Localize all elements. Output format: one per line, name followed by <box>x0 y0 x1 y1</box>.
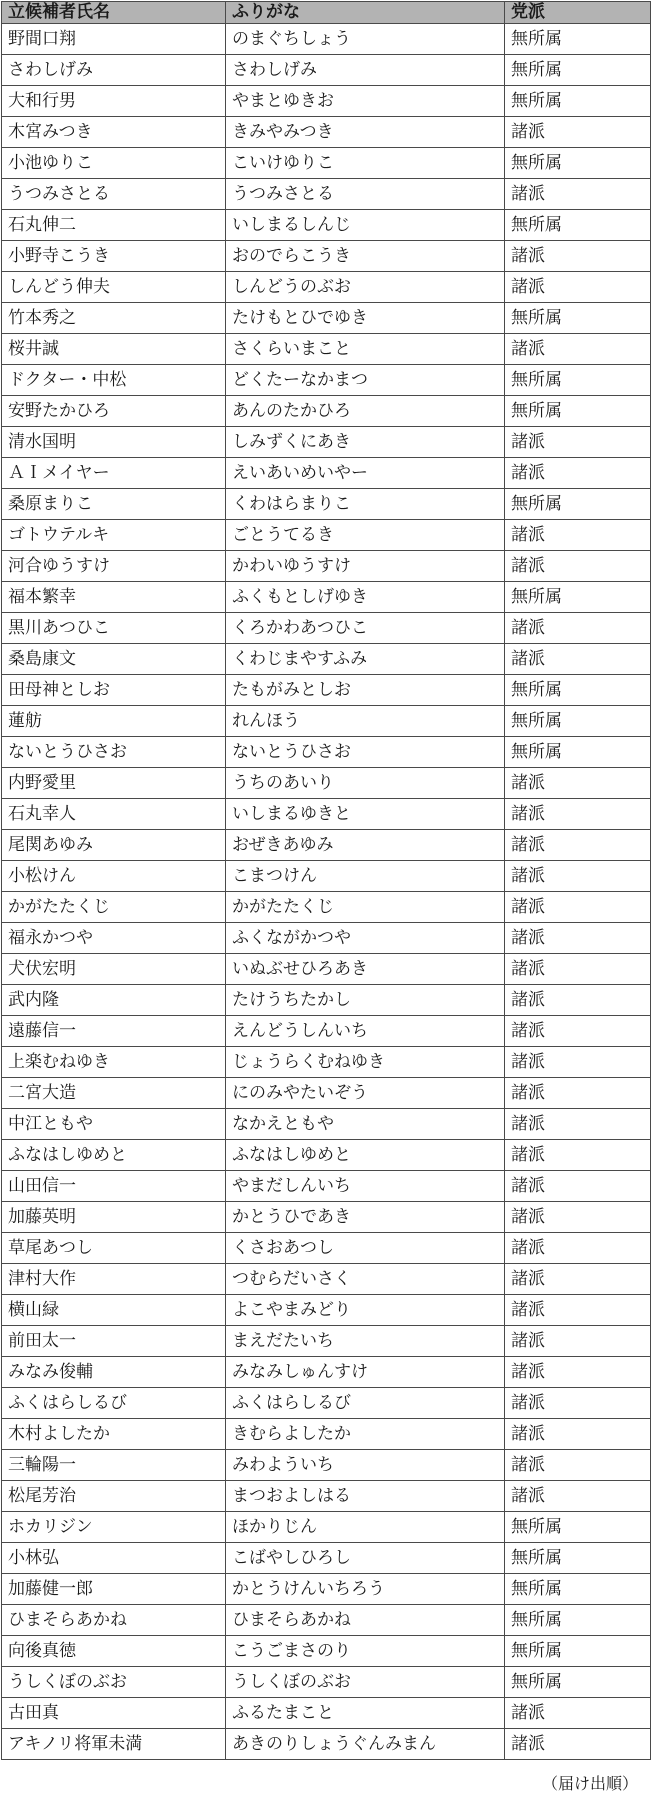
furigana-cell: あきのりしょうぐんみまん <box>226 1729 505 1760</box>
table-row <box>2 1698 651 1729</box>
candidate-name-cell: ふくはらしるび <box>2 1388 226 1419</box>
table-row <box>2 644 651 675</box>
party-cell: 無所属 <box>505 55 651 86</box>
table-row <box>2 272 651 303</box>
table-row <box>2 1016 651 1047</box>
party-cell: 無所属 <box>505 1667 651 1698</box>
furigana-cell: かとうけんいちろう <box>226 1574 505 1605</box>
party-cell: 無所属 <box>505 1605 651 1636</box>
party-cell: 諸派 <box>505 1047 651 1078</box>
party-cell: 諸派 <box>505 1481 651 1512</box>
furigana-cell: おぜきあゆみ <box>226 830 505 861</box>
table-row <box>2 1574 651 1605</box>
table-row <box>2 985 651 1016</box>
party-cell: 諸派 <box>505 117 651 148</box>
table-row <box>2 1047 651 1078</box>
candidate-table <box>1 1 651 1760</box>
table-row <box>2 210 651 241</box>
candidate-name-cell: 野間口翔 <box>2 24 226 55</box>
furigana-cell: くわはらまりこ <box>226 489 505 520</box>
table-row <box>2 1388 651 1419</box>
table-row <box>2 861 651 892</box>
table-row <box>2 148 651 179</box>
table-row <box>2 737 651 768</box>
party-cell: 無所属 <box>505 489 651 520</box>
candidate-name-cell: 犬伏宏明 <box>2 954 226 985</box>
table-row <box>2 954 651 985</box>
candidate-name-cell: 松尾芳治 <box>2 1481 226 1512</box>
candidate-name-cell: 石丸幸人 <box>2 799 226 830</box>
furigana-cell: どくたーなかまつ <box>226 365 505 396</box>
table-row <box>2 427 651 458</box>
party-cell: 諸派 <box>505 520 651 551</box>
furigana-cell: くわじまやすふみ <box>226 644 505 675</box>
party-cell: 諸派 <box>505 427 651 458</box>
table-row <box>2 241 651 272</box>
furigana-cell: ひまそらあかね <box>226 1605 505 1636</box>
table-row <box>2 1512 651 1543</box>
party-cell: 諸派 <box>505 1326 651 1357</box>
candidate-name-cell: うつみさとる <box>2 179 226 210</box>
party-cell: 諸派 <box>505 179 651 210</box>
table-row <box>2 458 651 489</box>
candidate-name-cell: 蓮舫 <box>2 706 226 737</box>
furigana-cell: うつみさとる <box>226 179 505 210</box>
candidate-name-cell: 草尾あつし <box>2 1233 226 1264</box>
party-cell: 諸派 <box>505 1388 651 1419</box>
party-cell: 諸派 <box>505 954 651 985</box>
party-cell: 諸派 <box>505 1171 651 1202</box>
table-row <box>2 1481 651 1512</box>
party-cell: 諸派 <box>505 613 651 644</box>
furigana-cell: まえだたいち <box>226 1326 505 1357</box>
candidate-name-cell: 山田信一 <box>2 1171 226 1202</box>
furigana-cell: しんどうのぶお <box>226 272 505 303</box>
furigana-cell: かとうひであき <box>226 1202 505 1233</box>
party-cell: 無所属 <box>505 24 651 55</box>
party-cell: 諸派 <box>505 1264 651 1295</box>
candidate-name-cell: 内野愛里 <box>2 768 226 799</box>
party-cell: 諸派 <box>505 1016 651 1047</box>
candidate-name-cell: 加藤健一郎 <box>2 1574 226 1605</box>
candidate-name-cell: 大和行男 <box>2 86 226 117</box>
candidate-name-cell: うしくぼのぶお <box>2 1667 226 1698</box>
candidate-name-cell: 竹本秀之 <box>2 303 226 334</box>
furigana-cell: ふなはしゆめと <box>226 1140 505 1171</box>
party-cell: 諸派 <box>505 1078 651 1109</box>
footnote: （届け出順） <box>541 1774 638 1793</box>
party-cell: 諸派 <box>505 768 651 799</box>
furigana-cell: こいけゆりこ <box>226 148 505 179</box>
furigana-cell: ふくながかつや <box>226 923 505 954</box>
furigana-cell: いぬぶせひろあき <box>226 954 505 985</box>
furigana-cell: れんほう <box>226 706 505 737</box>
table-row <box>2 1233 651 1264</box>
furigana-cell: かがたたくじ <box>226 892 505 923</box>
table-row <box>2 55 651 86</box>
table-row <box>2 86 651 117</box>
party-cell: 無所属 <box>505 86 651 117</box>
candidate-name-cell: 古田真 <box>2 1698 226 1729</box>
furigana-cell: えいあいめいやー <box>226 458 505 489</box>
furigana-cell: あんのたかひろ <box>226 396 505 427</box>
candidate-name-cell: ホカリジン <box>2 1512 226 1543</box>
candidate-name-cell: 横山緑 <box>2 1295 226 1326</box>
party-cell: 諸派 <box>505 830 651 861</box>
furigana-cell: ないとうひさお <box>226 737 505 768</box>
candidate-name-cell: 三輪陽一 <box>2 1450 226 1481</box>
table-row <box>2 179 651 210</box>
party-cell: 諸派 <box>505 861 651 892</box>
party-cell: 無所属 <box>505 675 651 706</box>
candidate-name-cell: 向後真徳 <box>2 1636 226 1667</box>
furigana-cell: じょうらくむねゆき <box>226 1047 505 1078</box>
candidate-name-cell: 武内隆 <box>2 985 226 1016</box>
party-cell: 諸派 <box>505 644 651 675</box>
furigana-cell: ふくはらしるび <box>226 1388 505 1419</box>
party-cell: 諸派 <box>505 1233 651 1264</box>
table-row <box>2 1667 651 1698</box>
table-row <box>2 396 651 427</box>
candidate-name-cell: 福本繁幸 <box>2 582 226 613</box>
furigana-cell: ふるたまこと <box>226 1698 505 1729</box>
candidate-name-cell: 小池ゆりこ <box>2 148 226 179</box>
candidate-name-cell: 前田太一 <box>2 1326 226 1357</box>
header-furigana: ふりがな <box>226 2 505 24</box>
candidate-name-cell: 安野たかひろ <box>2 396 226 427</box>
furigana-cell: さわしげみ <box>226 55 505 86</box>
furigana-cell: にのみやたいぞう <box>226 1078 505 1109</box>
candidate-name-cell: 中江ともや <box>2 1109 226 1140</box>
party-cell: 諸派 <box>505 551 651 582</box>
furigana-cell: えんどうしんいち <box>226 1016 505 1047</box>
table-row <box>2 799 651 830</box>
header-row <box>2 2 651 24</box>
furigana-cell: やまとゆきお <box>226 86 505 117</box>
furigana-cell: なかえともや <box>226 1109 505 1140</box>
table-row <box>2 365 651 396</box>
party-cell: 諸派 <box>505 1419 651 1450</box>
furigana-cell: たけもとひでゆき <box>226 303 505 334</box>
party-cell: 諸派 <box>505 1109 651 1140</box>
candidate-name-cell: ひまそらあかね <box>2 1605 226 1636</box>
candidate-name-cell: 二宮大造 <box>2 1078 226 1109</box>
table-row <box>2 1109 651 1140</box>
party-cell: 諸派 <box>505 458 651 489</box>
table-row <box>2 520 651 551</box>
furigana-cell: きむらよしたか <box>226 1419 505 1450</box>
candidate-name-cell: 清水国明 <box>2 427 226 458</box>
party-cell: 無所属 <box>505 148 651 179</box>
furigana-cell: みなみしゅんすけ <box>226 1357 505 1388</box>
party-cell: 無所属 <box>505 706 651 737</box>
candidate-name-cell: 加藤英明 <box>2 1202 226 1233</box>
candidate-name-cell: 木村よしたか <box>2 1419 226 1450</box>
candidate-name-cell: 石丸伸二 <box>2 210 226 241</box>
candidate-name-cell: 黒川あつひこ <box>2 613 226 644</box>
party-cell: 諸派 <box>505 892 651 923</box>
table-row <box>2 1326 651 1357</box>
party-cell: 無所属 <box>505 1574 651 1605</box>
furigana-cell: よこやまみどり <box>226 1295 505 1326</box>
candidate-name-cell: 遠藤信一 <box>2 1016 226 1047</box>
furigana-cell: おのでらこうき <box>226 241 505 272</box>
table-row <box>2 582 651 613</box>
candidate-name-cell: アキノリ将軍未満 <box>2 1729 226 1760</box>
table-row <box>2 334 651 365</box>
table-row <box>2 706 651 737</box>
table-row <box>2 117 651 148</box>
table-row <box>2 1605 651 1636</box>
party-cell: 諸派 <box>505 1202 651 1233</box>
table-row <box>2 1419 651 1450</box>
furigana-cell: こまつけん <box>226 861 505 892</box>
table-header <box>2 2 651 24</box>
party-cell: 諸派 <box>505 1450 651 1481</box>
party-cell: 無所属 <box>505 737 651 768</box>
furigana-cell: のまぐちしょう <box>226 24 505 55</box>
furigana-cell: さくらいまこと <box>226 334 505 365</box>
candidate-name-cell: 尾関あゆみ <box>2 830 226 861</box>
furigana-cell: やまだしんいち <box>226 1171 505 1202</box>
party-cell: 無所属 <box>505 582 651 613</box>
furigana-cell: みわよういち <box>226 1450 505 1481</box>
furigana-cell: ふくもとしげゆき <box>226 582 505 613</box>
table-row <box>2 489 651 520</box>
table-row <box>2 1636 651 1667</box>
table-row <box>2 1729 651 1760</box>
candidate-name-cell: ないとうひさお <box>2 737 226 768</box>
candidate-name-cell: しんどう伸夫 <box>2 272 226 303</box>
furigana-cell: しみずくにあき <box>226 427 505 458</box>
party-cell: 諸派 <box>505 1140 651 1171</box>
party-cell: 諸派 <box>505 1295 651 1326</box>
table-row <box>2 1078 651 1109</box>
party-cell: 諸派 <box>505 272 651 303</box>
candidate-name-cell: かがたたくじ <box>2 892 226 923</box>
party-cell: 諸派 <box>505 1729 651 1760</box>
furigana-cell: たけうちたかし <box>226 985 505 1016</box>
furigana-cell: つむらだいさく <box>226 1264 505 1295</box>
table-row <box>2 24 651 55</box>
candidate-name-cell: さわしげみ <box>2 55 226 86</box>
table-row <box>2 1202 651 1233</box>
table-row <box>2 1543 651 1574</box>
table-row <box>2 1295 651 1326</box>
candidate-name-cell: 津村大作 <box>2 1264 226 1295</box>
furigana-cell: くろかわあつひこ <box>226 613 505 644</box>
table-row <box>2 551 651 582</box>
candidate-name-cell: ふなはしゆめと <box>2 1140 226 1171</box>
candidate-name-cell: 田母神としお <box>2 675 226 706</box>
table-row <box>2 675 651 706</box>
furigana-cell: いしまるしんじ <box>226 210 505 241</box>
party-cell: 諸派 <box>505 985 651 1016</box>
candidate-name-cell: ＡＩメイヤー <box>2 458 226 489</box>
table-row <box>2 892 651 923</box>
furigana-cell: うちのあいり <box>226 768 505 799</box>
party-cell: 諸派 <box>505 923 651 954</box>
candidate-name-cell: 小林弘 <box>2 1543 226 1574</box>
table-body <box>2 24 651 1760</box>
candidate-name-cell: 河合ゆうすけ <box>2 551 226 582</box>
table-row <box>2 1450 651 1481</box>
table-row <box>2 613 651 644</box>
header-candidate-name: 立候補者氏名 <box>2 2 226 24</box>
party-cell: 無所属 <box>505 1512 651 1543</box>
party-cell: 無所属 <box>505 1543 651 1574</box>
furigana-cell: たもがみとしお <box>226 675 505 706</box>
table-row <box>2 830 651 861</box>
table-row <box>2 1264 651 1295</box>
party-cell: 諸派 <box>505 799 651 830</box>
candidate-name-cell: 上楽むねゆき <box>2 1047 226 1078</box>
furigana-cell: まつおよしはる <box>226 1481 505 1512</box>
party-cell: 諸派 <box>505 1698 651 1729</box>
party-cell: 諸派 <box>505 1357 651 1388</box>
candidate-name-cell: 桑島康文 <box>2 644 226 675</box>
header-party: 党派 <box>505 2 651 24</box>
candidate-name-cell: 福永かつや <box>2 923 226 954</box>
table-row <box>2 1140 651 1171</box>
furigana-cell: こうごまさのり <box>226 1636 505 1667</box>
furigana-cell: きみやみつき <box>226 117 505 148</box>
table-row <box>2 303 651 334</box>
candidate-name-cell: 小野寺こうき <box>2 241 226 272</box>
candidate-name-cell: ゴトウテルキ <box>2 520 226 551</box>
table-row <box>2 1171 651 1202</box>
candidate-name-cell: 木宮みつき <box>2 117 226 148</box>
party-cell: 諸派 <box>505 334 651 365</box>
party-cell: 無所属 <box>505 1636 651 1667</box>
table-row <box>2 768 651 799</box>
party-cell: 無所属 <box>505 210 651 241</box>
party-cell: 無所属 <box>505 365 651 396</box>
furigana-cell: いしまるゆきと <box>226 799 505 830</box>
table-row <box>2 923 651 954</box>
party-cell: 無所属 <box>505 303 651 334</box>
furigana-cell: くさおあつし <box>226 1233 505 1264</box>
candidate-name-cell: 桑原まりこ <box>2 489 226 520</box>
party-cell: 諸派 <box>505 241 651 272</box>
furigana-cell: かわいゆうすけ <box>226 551 505 582</box>
furigana-cell: ほかりじん <box>226 1512 505 1543</box>
candidate-name-cell: 桜井誠 <box>2 334 226 365</box>
furigana-cell: こばやしひろし <box>226 1543 505 1574</box>
candidate-name-cell: 小松けん <box>2 861 226 892</box>
candidate-name-cell: みなみ俊輔 <box>2 1357 226 1388</box>
furigana-cell: ごとうてるき <box>226 520 505 551</box>
candidate-name-cell: ドクター・中松 <box>2 365 226 396</box>
party-cell: 無所属 <box>505 396 651 427</box>
furigana-cell: うしくぼのぶお <box>226 1667 505 1698</box>
table-row <box>2 1357 651 1388</box>
